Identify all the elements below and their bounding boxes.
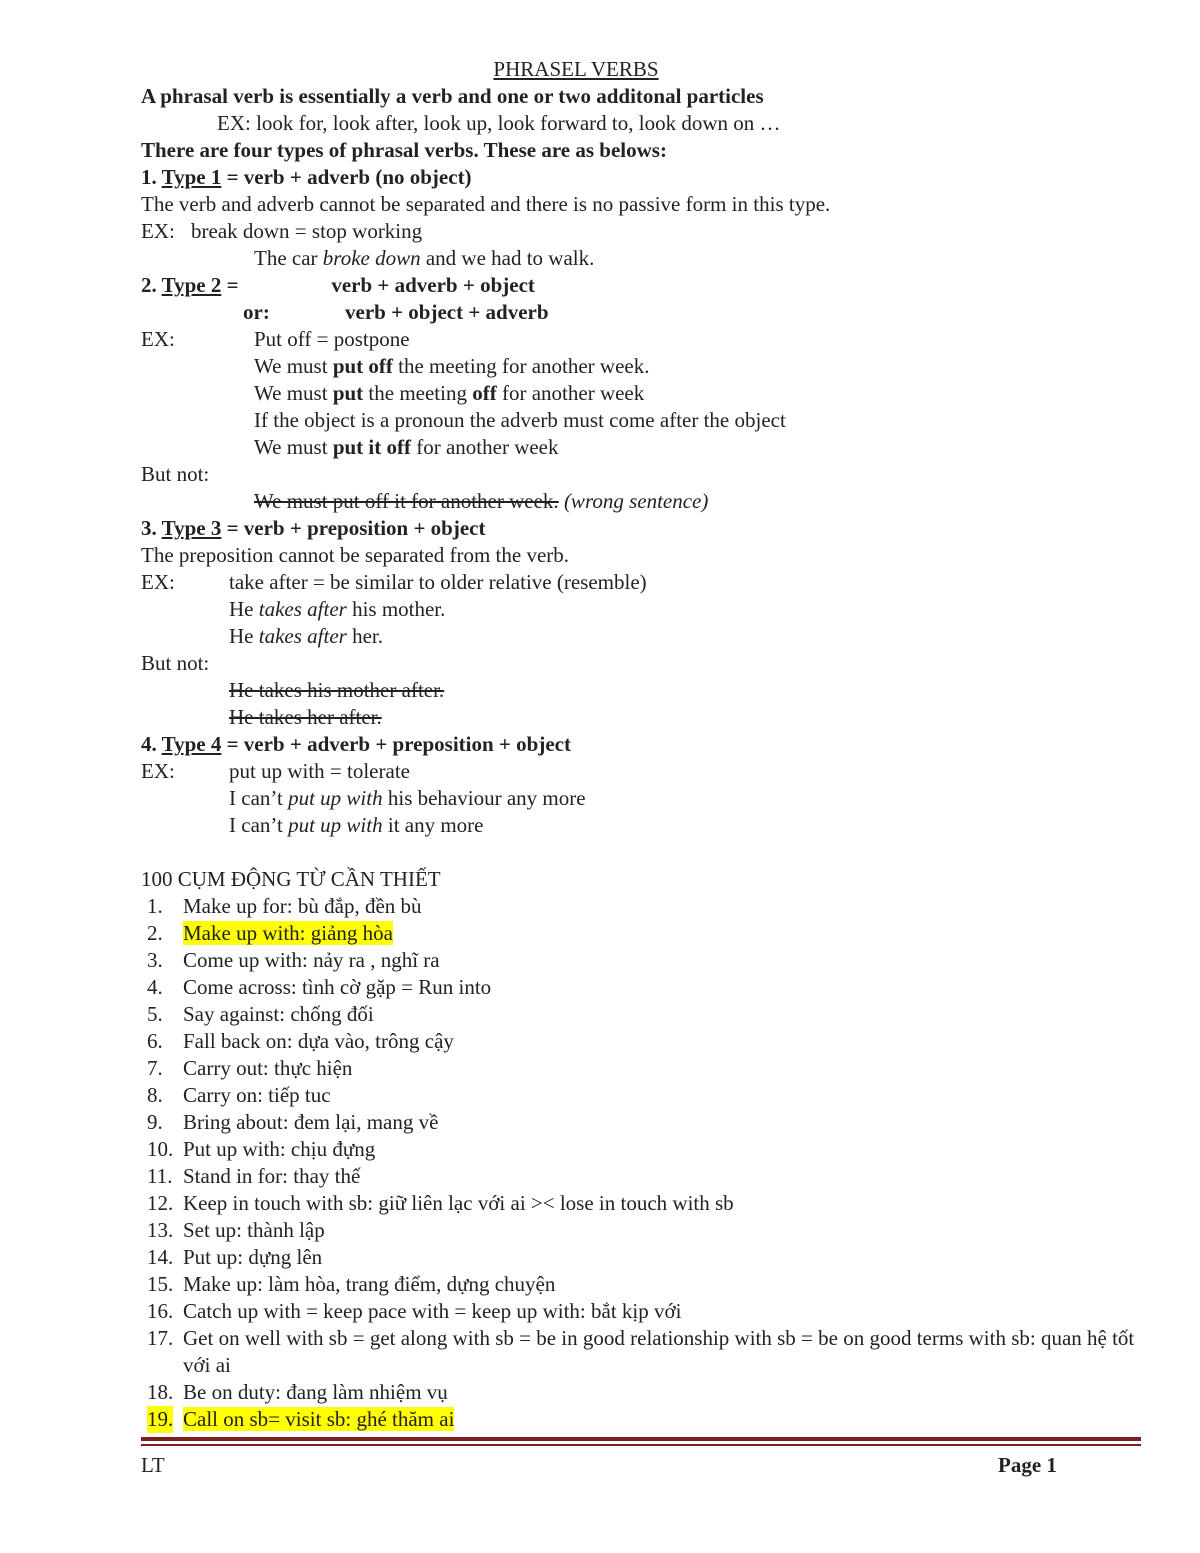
type2-example: [141, 326, 1151, 353]
list-item-text: Come up with: nảy ra , nghĩ ra: [183, 948, 440, 972]
list-item-number: 18.: [147, 1380, 174, 1404]
list-item-number: 7.: [147, 1056, 163, 1080]
sentence-part: He: [229, 597, 259, 621]
list-item-text: Come across: tình cờ gặp = Run into: [183, 975, 492, 999]
list-item-text: Make up with: giảng hòa: [183, 921, 393, 945]
type3-prefix: 3.: [141, 516, 162, 540]
type2-rule: If the object is a pronoun the adverb must come after the object: [254, 408, 786, 432]
list-item-number: 16.: [147, 1299, 174, 1323]
type1-ex-def: break down = stop working: [191, 219, 423, 243]
type4-example: [141, 758, 1151, 785]
type2-sentence1: [141, 353, 1151, 380]
sentence-part: the meeting for another week.: [392, 354, 650, 378]
type4-sentence1: [141, 785, 1151, 812]
list-item-text: Stand in for: thay thế: [183, 1164, 361, 1188]
sentence-part: for another week: [496, 381, 645, 405]
sentence-part: for another week: [410, 435, 559, 459]
types-intro: There are four types of phrasal verbs. These are as belows:: [141, 138, 667, 162]
list-item: [141, 1163, 1151, 1190]
list-item: [141, 1028, 1151, 1055]
type3-example: [141, 569, 1151, 596]
list-item-highlighted: [141, 1406, 1151, 1433]
list-item-number: 19.: [147, 1407, 174, 1431]
type1-prefix: 1.: [141, 165, 162, 189]
type1-example: [141, 218, 1151, 245]
list-item: [141, 947, 1151, 974]
list-item-number: 3.: [147, 948, 163, 972]
type3-sentence1: [141, 596, 1151, 623]
sentence-part: his behaviour any more: [382, 786, 586, 810]
list-item-number: 13.: [147, 1218, 174, 1242]
type1-ex-label: EX:: [141, 219, 175, 243]
sentence-part: I can’t: [229, 786, 289, 810]
list-item-number: 8.: [147, 1083, 163, 1107]
sentence-verb: put: [332, 381, 364, 405]
list-item-text: Make up for: bù đắp, đền bù: [183, 894, 422, 918]
list-heading: 100 CỤM ĐỘNG TỪ CẦN THIẾT: [141, 867, 441, 891]
type2-sentence3: [141, 434, 1151, 461]
footer-rule-thin: [141, 1444, 1141, 1446]
spacer: [141, 839, 1151, 866]
type3-wrong2: [141, 704, 1151, 731]
list-item: [141, 1298, 1151, 1325]
sentence-part: He: [229, 624, 259, 648]
type2-wrong: [141, 488, 1151, 515]
list-item: [141, 1082, 1151, 1109]
type4-ex-label: EX:: [141, 759, 175, 783]
type4-formula: = verb + adverb + preposition + object: [221, 732, 571, 756]
document-page: [141, 56, 1151, 1433]
list-item: [141, 1217, 1151, 1244]
list-item-number: 14.: [147, 1245, 174, 1269]
page-number: Page 1: [998, 1453, 1057, 1477]
type1-sentence: [141, 245, 1151, 272]
list-item-text: Carry on: tiếp tuc: [183, 1083, 331, 1107]
sentence-verb: takes after: [258, 624, 347, 648]
sentence-part: We must: [254, 435, 333, 459]
type3-wrong1: [141, 677, 1151, 704]
list-item-text: Be on duty: đang làm nhiệm vụ: [183, 1380, 448, 1404]
list-item-number: 15.: [147, 1272, 174, 1296]
sentence-part: We must: [254, 381, 333, 405]
type3-sentence2: [141, 623, 1151, 650]
type4-prefix: 4.: [141, 732, 162, 756]
list-item: [141, 1109, 1151, 1136]
list-item-text: Get on well with sb = get along with sb = be in good relationship with sb = be on good terms with sb: quan hệ tốt với ai: [183, 1326, 1135, 1377]
type4-label: Type 4: [161, 732, 222, 756]
list-item: [141, 1325, 1151, 1379]
sentence-part: his mother.: [346, 597, 446, 621]
type4-sentence2: [141, 812, 1151, 839]
type1-heading: [141, 164, 1151, 191]
type3-note: The preposition cannot be separated from the verb.: [141, 543, 570, 567]
type2-or-label: or:: [243, 300, 270, 324]
type3-formula: = verb + preposition + object: [221, 516, 486, 540]
list-item-text: Put up with: chịu đựng: [183, 1137, 376, 1161]
sentence-part: and we had to walk.: [420, 246, 595, 270]
sentence-part: The car: [254, 246, 323, 270]
list-item-highlighted: [141, 920, 1151, 947]
list-item: [141, 1136, 1151, 1163]
sentence-part: the meeting: [363, 381, 473, 405]
wrong-note: (wrong sentence): [558, 489, 709, 513]
type2-or-line: [141, 299, 1151, 326]
list-item-number: 6.: [147, 1029, 163, 1053]
type2-sentence2: [141, 380, 1151, 407]
type3-label: Type 3: [161, 516, 222, 540]
list-item-text: Say against: chống đối: [183, 1002, 374, 1026]
phrasal-verb-list: [141, 893, 1151, 1433]
type2-eq: =: [221, 273, 244, 297]
sentence-verb: put up with: [288, 786, 383, 810]
list-item: [141, 1379, 1151, 1406]
list-item: [141, 1271, 1151, 1298]
type3-ex-def: take after = be similar to older relative (resemble): [229, 570, 647, 594]
intro-example: EX: look for, look after, look up, look forward to, look down on …: [217, 111, 781, 135]
wrong-sentence: We must put off it for another week.: [254, 489, 559, 513]
list-item-text: Make up: làm hòa, trang điểm, dựng chuyện: [183, 1272, 556, 1296]
sentence-verb: broke down: [322, 246, 421, 270]
list-item-number: 1.: [147, 894, 163, 918]
list-item-text: Set up: thành lập: [183, 1218, 325, 1242]
list-item-number: 4.: [147, 975, 163, 999]
list-item-text: Put up: dựng lên: [183, 1245, 323, 1269]
type2-but-not: But not:: [141, 462, 210, 486]
type1-formula: = verb + adverb (no object): [221, 165, 472, 189]
sentence-particle: off: [472, 381, 497, 405]
type2-ex-def: Put off = postpone: [254, 327, 410, 351]
sentence-part: her.: [346, 624, 383, 648]
sentence-verb: put up with: [288, 813, 383, 837]
type2-ex-label: EX:: [141, 327, 175, 351]
sentence-verb: put off: [332, 354, 393, 378]
list-item: [141, 1190, 1151, 1217]
list-item: [141, 1244, 1151, 1271]
list-item-text: Call on sb= visit sb: ghé thăm ai: [183, 1407, 455, 1431]
type3-ex-label: EX:: [141, 570, 175, 594]
footer-left: LT: [141, 1453, 165, 1477]
type1-note: The verb and adverb cannot be separated and there is no passive form in this type.: [141, 192, 831, 216]
sentence-part: We must: [254, 354, 333, 378]
definition: A phrasal verb is essentially a verb and one or two additonal particles: [141, 84, 764, 108]
list-item-number: 12.: [147, 1191, 174, 1215]
list-item-text: Fall back on: dựa vào, trông cậy: [183, 1029, 454, 1053]
list-item-text: Bring about: đem lại, mang về: [183, 1110, 439, 1134]
list-item: [141, 1001, 1151, 1028]
list-item-number: 2.: [147, 921, 163, 945]
footer-rule: [141, 1437, 1141, 1441]
list-item-number: 5.: [147, 1002, 163, 1026]
type4-heading: [141, 731, 1151, 758]
list-item-number: 11.: [147, 1164, 173, 1188]
type3-but-not: But not:: [141, 651, 210, 675]
list-item: [141, 974, 1151, 1001]
sentence-part: it any more: [382, 813, 484, 837]
type1-label: Type 1: [161, 165, 222, 189]
type2-formula2: verb + object + adverb: [345, 300, 549, 324]
list-item-number: 9.: [147, 1110, 163, 1134]
list-item-text: Carry out: thực hiện: [183, 1056, 353, 1080]
type3-heading: [141, 515, 1151, 542]
page-title: PHRASEL VERBS: [493, 57, 659, 81]
type2-label: Type 2: [161, 273, 222, 297]
sentence-part: I can’t: [229, 813, 289, 837]
list-item-text: Keep in touch with sb: giữ liên lạc với ai >< lose in touch with sb: [183, 1191, 734, 1215]
wrong-sentence: He takes her after.: [229, 705, 382, 729]
list-item-number: 17.: [147, 1326, 174, 1350]
sentence-verb: put it off: [332, 435, 411, 459]
type2-formula1: verb + adverb + object: [331, 273, 535, 297]
list-item-number: 10.: [147, 1137, 174, 1161]
type4-ex-def: put up with = tolerate: [229, 759, 410, 783]
wrong-sentence: He takes his mother after.: [229, 678, 445, 702]
type2-prefix: 2.: [141, 273, 162, 297]
sentence-verb: takes after: [258, 597, 347, 621]
list-item: [141, 1055, 1151, 1082]
type2-heading: [141, 272, 1151, 299]
list-item-text: Catch up with = keep pace with = keep up with: bắt kịp với: [183, 1299, 682, 1323]
list-item: [141, 893, 1151, 920]
